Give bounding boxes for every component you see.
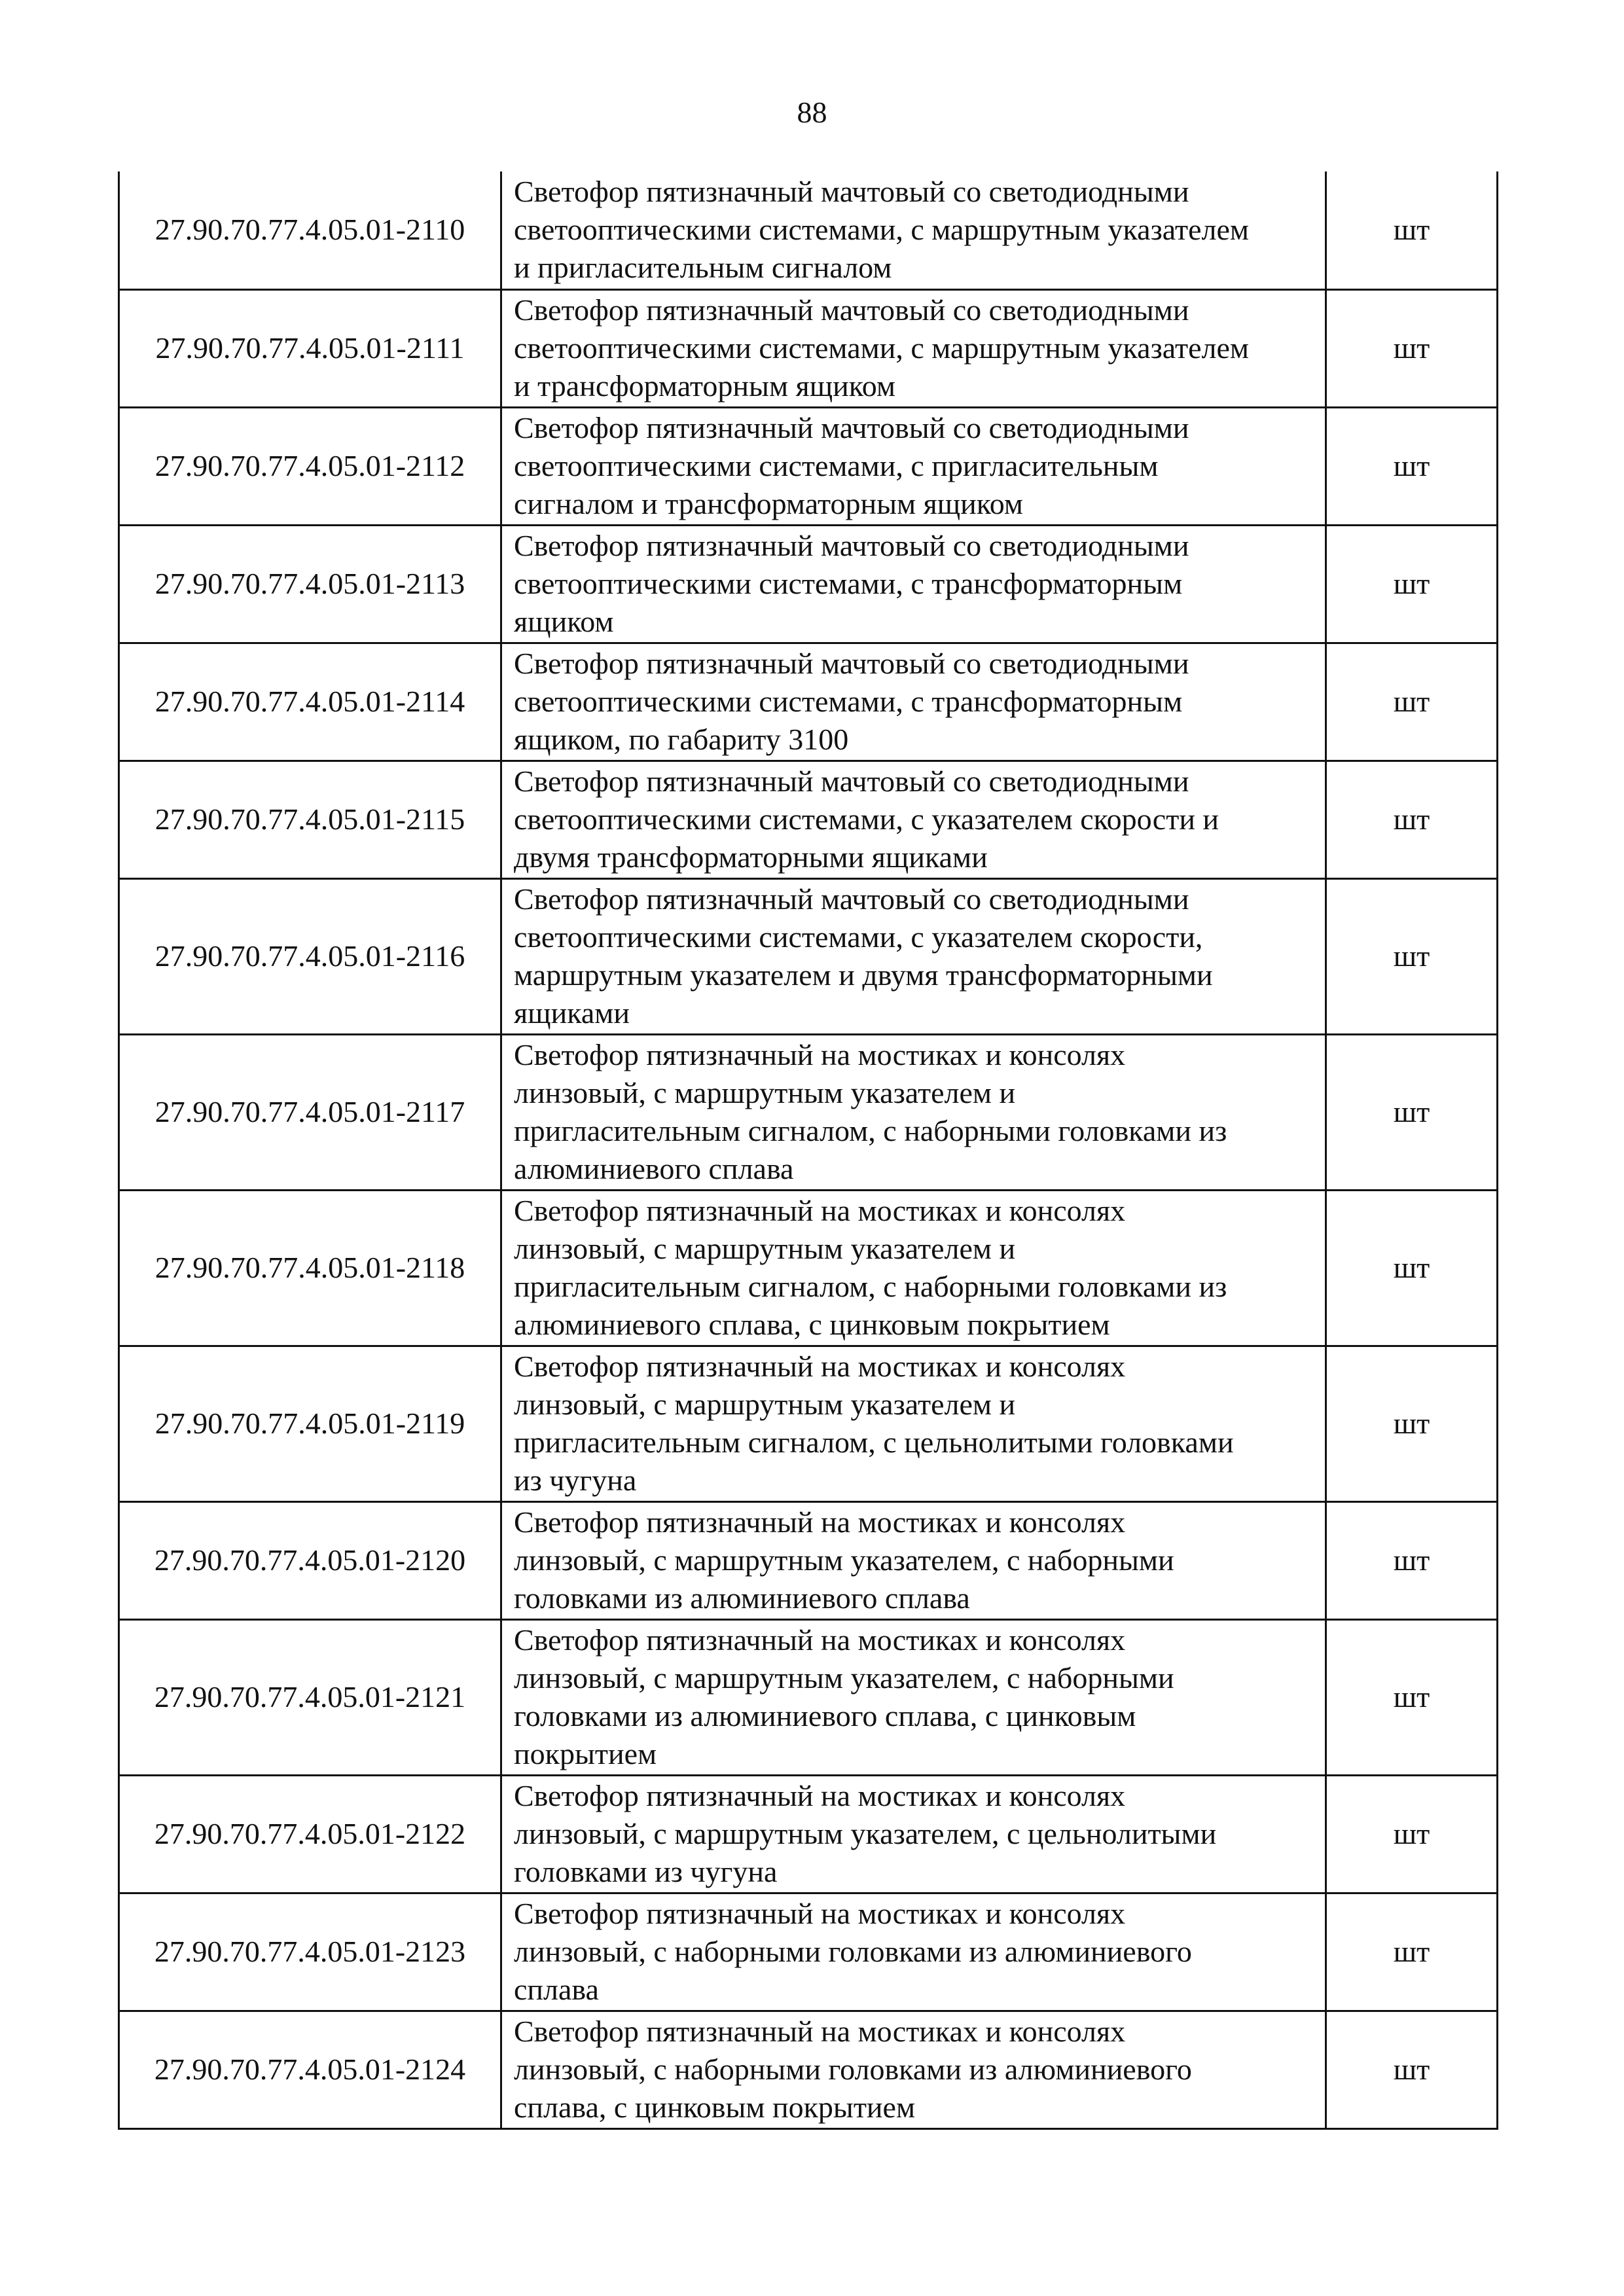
item-unit: шт [1326,171,1498,289]
item-description-line: светооптическими системами, с маршрутным указателем [514,331,1249,365]
item-description-line: двумя трансформаторными ящиками [514,840,988,874]
item-description-line: пригласительным сигналом, с наборными головками из [514,1114,1227,1147]
item-description-line: алюминиевого сплава [514,1152,794,1185]
item-description-line: Светофор пятизначный на мостиках и консолях [514,1779,1126,1812]
item-description [501,1775,1326,1893]
items-table [118,171,1498,2130]
item-description-line: линзовый, с маршрутным указателем и [514,1388,1016,1421]
item-description [501,643,1326,761]
item-description [501,289,1326,407]
item-description-line: линзовый, с маршрутным указателем, с цельнолитыми [514,1817,1217,1850]
item-description [501,761,1326,878]
item-description [501,878,1326,1034]
item-unit: шт [1326,1346,1498,1501]
item-description-line: Светофор пятизначный мачтовый со светодиодными [514,647,1189,680]
item-description-line: Светофор пятизначный на мостиках и консолях [514,1194,1126,1227]
item-unit: шт [1326,1893,1498,2011]
items-table-body [119,171,1498,2128]
table-row [119,1775,1498,1893]
item-description-line: ящиками [514,996,630,1030]
item-description-line: линзовый, с маршрутным указателем, с наборными [514,1543,1174,1577]
item-description-line: Светофор пятизначный на мостиках и консолях [514,1505,1126,1539]
item-description-line: сигналом и трансформаторным ящиком [514,487,1024,520]
item-code: 27.90.70.77.4.05.01-2122 [119,1775,501,1893]
item-code: 27.90.70.77.4.05.01-2120 [119,1501,501,1619]
item-description-line: светооптическими системами, с указателем скорости и [514,802,1219,836]
item-unit: шт [1326,1775,1498,1893]
item-description [501,407,1326,525]
item-description-line: Светофор пятизначный на мостиках и консолях [514,2015,1126,2048]
item-description-line: светооптическими системами, с указателем скорости, [514,920,1203,954]
table-row [119,878,1498,1034]
item-description [501,1190,1326,1346]
item-description [501,1346,1326,1501]
item-unit: шт [1326,878,1498,1034]
item-code: 27.90.70.77.4.05.01-2111 [119,289,501,407]
item-description-line: из чугуна [514,1463,637,1497]
item-description-line: и трансформаторным ящиком [514,369,895,403]
item-code: 27.90.70.77.4.05.01-2112 [119,407,501,525]
item-code: 27.90.70.77.4.05.01-2115 [119,761,501,878]
item-code: 27.90.70.77.4.05.01-2110 [119,171,501,289]
item-unit: шт [1326,1501,1498,1619]
item-unit: шт [1326,1619,1498,1775]
item-description-line: Светофор пятизначный на мостиках и консолях [514,1038,1126,1071]
table-row [119,643,1498,761]
item-code: 27.90.70.77.4.05.01-2118 [119,1190,501,1346]
table-row [119,525,1498,643]
item-code: 27.90.70.77.4.05.01-2117 [119,1034,501,1190]
table-row [119,1619,1498,1775]
table-row [119,1034,1498,1190]
table-row [119,1190,1498,1346]
item-description-line: пригласительным сигналом, с наборными головками из [514,1270,1227,1303]
item-code: 27.90.70.77.4.05.01-2114 [119,643,501,761]
item-description [501,525,1326,643]
item-unit: шт [1326,1190,1498,1346]
item-description-line: светооптическими системами, с пригласительным [514,449,1159,482]
item-description-line: Светофор пятизначный мачтовый со светодиодными [514,764,1189,798]
item-description [501,1893,1326,2011]
item-unit: шт [1326,525,1498,643]
item-description-line: алюминиевого сплава, с цинковым покрытием [514,1308,1110,1341]
table-row [119,1346,1498,1501]
table-row [119,1501,1498,1619]
item-description-line: головками из чугуна [514,1855,778,1888]
table-row [119,171,1498,289]
item-code: 27.90.70.77.4.05.01-2116 [119,878,501,1034]
item-description-line: сплава [514,1973,599,2006]
item-description-line: Светофор пятизначный на мостиках и консолях [514,1897,1126,1930]
item-unit: шт [1326,643,1498,761]
item-description-line: головками из алюминиевого сплава, с цинковым [514,1699,1136,1732]
item-description-line: Светофор пятизначный мачтовый со светодиодными [514,175,1189,209]
item-description-line: линзовый, с наборными головками из алюминиевого [514,2053,1192,2086]
item-description-line: линзовый, с маршрутным указателем и [514,1232,1016,1265]
item-description-line: линзовый, с наборными головками из алюминиевого [514,1935,1192,1968]
item-description-line: светооптическими системами, с трансформаторным [514,685,1183,718]
item-description-line: Светофор пятизначный мачтовый со светодиодными [514,529,1189,562]
item-description-line: линзовый, с маршрутным указателем, с наборными [514,1661,1174,1695]
item-description-line: и пригласительным сигналом [514,251,892,285]
item-description-line: Светофор пятизначный на мостиках и консолях [514,1350,1126,1383]
item-unit: шт [1326,407,1498,525]
item-description-line: Светофор пятизначный на мостиках и консолях [514,1623,1126,1657]
item-unit: шт [1326,289,1498,407]
item-description [501,1501,1326,1619]
item-description [501,1619,1326,1775]
item-description-line: головками из алюминиевого сплава [514,1581,970,1615]
item-code: 27.90.70.77.4.05.01-2123 [119,1893,501,2011]
item-description-line: маршрутным указателем и двумя трансформаторными [514,958,1213,992]
item-description [501,171,1326,289]
table-row [119,2011,1498,2128]
item-description-line: Светофор пятизначный мачтовый со светодиодными [514,411,1189,444]
item-description-line: Светофор пятизначный мачтовый со светодиодными [514,882,1189,916]
item-code: 27.90.70.77.4.05.01-2119 [119,1346,501,1501]
item-description-line: Светофор пятизначный мачтовый со светодиодными [514,293,1189,327]
item-description [501,2011,1326,2128]
item-unit: шт [1326,761,1498,878]
table-row [119,761,1498,878]
page-number: 88 [797,96,827,129]
item-description-line: линзовый, с маршрутным указателем и [514,1076,1016,1109]
item-code: 27.90.70.77.4.05.01-2121 [119,1619,501,1775]
table-row [119,407,1498,525]
item-description [501,1034,1326,1190]
item-code: 27.90.70.77.4.05.01-2124 [119,2011,501,2128]
item-description-line: пригласительным сигналом, с цельнолитыми головками [514,1426,1234,1459]
item-code: 27.90.70.77.4.05.01-2113 [119,525,501,643]
item-description-line: светооптическими системами, с трансформаторным [514,567,1183,600]
table-row [119,289,1498,407]
item-unit: шт [1326,1034,1498,1190]
table-row [119,1893,1498,2011]
item-description-line: ящиком, по габариту 3100 [514,723,849,756]
item-description-line: сплава, с цинковым покрытием [514,2090,916,2124]
item-description-line: ящиком [514,605,614,638]
item-unit: шт [1326,2011,1498,2128]
item-description-line: светооптическими системами, с маршрутным указателем [514,213,1249,247]
item-description-line: покрытием [514,1737,657,1770]
